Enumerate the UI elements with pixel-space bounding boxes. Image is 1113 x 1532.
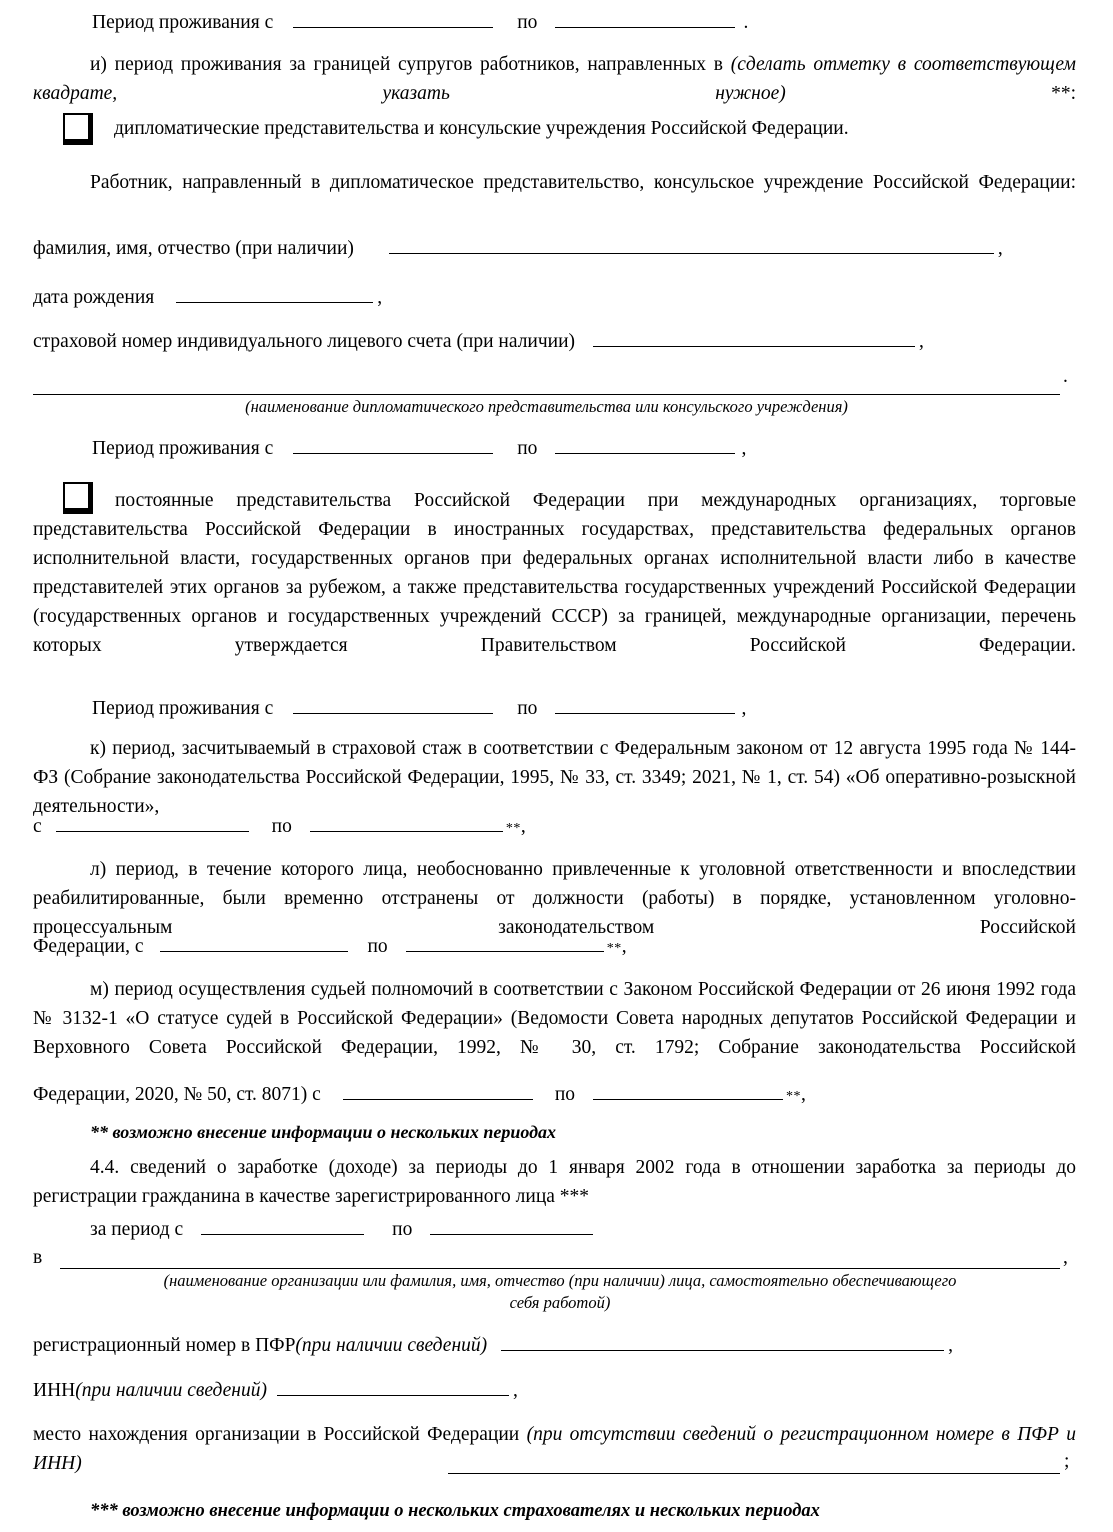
clause-4-4-period-from-label: за период с [90, 1218, 184, 1240]
residence-period-1-from-field[interactable] [293, 8, 493, 28]
employee-intro-paragraph: Работник, направленный в дипломатическое представительство, консульское учреждение Российской Федерации: [90, 172, 1076, 193]
clause-4-4-in-field[interactable] [60, 1268, 1060, 1269]
clause-4-4-period-row [90, 1215, 593, 1243]
residence-period-1-to-label: по [517, 11, 538, 33]
employee-fio-row [33, 234, 1003, 262]
clause-4-4-period-from-field[interactable] [201, 1215, 364, 1235]
inn-field[interactable] [277, 1376, 509, 1396]
clause-m-period-row: Федерации, 2020, № 50, ст. 8071) с по ** , [33, 1080, 806, 1108]
residence-period-2-from-field[interactable] [293, 434, 493, 454]
clause-l-continuation-label: Федерации, с [33, 935, 144, 957]
inn-label: ИНН [33, 1379, 76, 1401]
clause-m-terminator: , [801, 1083, 806, 1105]
pfr-field[interactable] [501, 1331, 944, 1351]
clause-k-from-label: с [33, 815, 42, 837]
residence-period-row-3 [92, 694, 746, 722]
inn-terminator: , [512, 1379, 518, 1401]
diplomatic-missions-checkbox[interactable] [63, 113, 93, 145]
clause-4-4-paragraph: 4.4. сведений о заработке (доходе) за периоды до 1 января 2002 года в отношении заработка за периоды до регистрации гражданина в качестве зарегистрированного лица *** [33, 1157, 1076, 1207]
clause-i-text-tail: **: [785, 83, 1076, 104]
employee-snils-terminator: , [919, 330, 924, 352]
clause-l-from-field[interactable] [160, 932, 348, 952]
employee-snils-field[interactable] [593, 327, 915, 347]
residence-period-1-to-field[interactable] [555, 8, 735, 28]
employee-snils-label: страховой номер индивидуального лицевого счета (при наличии) [33, 330, 576, 352]
clause-4-4-in-caption-line-1: (наименование организации или фамилия, имя, отчество (при наличии) лица, самостоятельно обеспечивающего [163, 1271, 957, 1290]
diplomatic-missions-checkbox-label: дипломатические представительства и консульские учреждения Российской Федерации. [114, 118, 849, 139]
clause-k-to-label: по [271, 815, 292, 837]
residence-period-3-from-label: Период проживания с [92, 697, 274, 719]
residence-period-3-to-field[interactable] [555, 694, 735, 714]
permanent-missions-checkbox-label: постоянные представительства Российской Федерации при международных организациях, торговые представительства Российской Федерации в иностранных государствах, представительства федеральных органов исполнительной власти, государственных органов при федеральных органах исполнительной власти либо в качестве представителей этих органов за рубежом, а также представительства государственных учреждений Российской Федерации (государственных органов и государственных учреждений СССР) за границей, международные организации, перечень которых утверждается Правительством Российской Федерации. [33, 490, 1076, 656]
clause-4-4-period-to-label: по [392, 1218, 413, 1240]
pfr-label-note: (при наличии сведений) [295, 1334, 488, 1356]
clause-i-text-normal: и) период проживания за границей супругов работников, направленных в [90, 54, 731, 75]
residence-period-2-from-label: Период проживания с [92, 437, 274, 459]
clause-4-4-period-to-field[interactable] [430, 1215, 593, 1235]
clause-k-terminator: , [520, 815, 526, 837]
clause-l-to-field[interactable] [406, 932, 604, 952]
residence-period-1-from-label: Период проживания с [92, 11, 274, 33]
inn-row [33, 1376, 518, 1404]
footnote-double-asterisk: ** возможно внесение информации о нескольких периодах [90, 1122, 557, 1142]
clause-m-to-field[interactable] [593, 1080, 783, 1100]
employee-birthdate-row [33, 283, 382, 311]
employee-birthdate-label: дата рождения [33, 286, 155, 308]
residence-period-3-terminator: , [741, 697, 747, 719]
clause-k-paragraph: к) период, засчитываемый в страховой стаж в соответствии с Федеральным законом от 12 августа 1995 года № 144-ФЗ (Собрание законодательства Российской Федерации, 1995, № 33, ст. 3349; 2021, № 1, ст. 54) «Об оперативно-розыскной деятельности», [33, 738, 1076, 817]
pfr-registration-row [33, 1331, 953, 1359]
employee-org-terminator: . [1063, 366, 1068, 387]
clause-l-paragraph: л) период, в течение которого лица, необоснованно привлеченные к уголовной ответственности и впоследствии реабилитированные, были временно отстранены от должности (работы) в порядке, установленном уголовно-процессуальным законодательством Российской [33, 859, 1076, 938]
residence-period-3-from-field[interactable] [293, 694, 493, 714]
pfr-terminator: , [948, 1334, 953, 1356]
employee-org-field[interactable] [33, 394, 1060, 395]
employee-birthdate-terminator: , [377, 286, 383, 308]
organization-location-paragraph [33, 1420, 1076, 1478]
clause-m-continuation-label: Федерации, 2020, № 50, ст. 8071) с [33, 1083, 321, 1105]
clause-4-4-in-label: в [33, 1247, 43, 1268]
residence-period-2-to-field[interactable] [555, 434, 735, 454]
employee-fio-terminator: , [997, 237, 1003, 259]
clause-m-to-label: по [554, 1083, 575, 1105]
pfr-label: регистрационный номер в ПФР [33, 1334, 296, 1356]
clause-l-terminator: , [621, 935, 627, 957]
inn-label-note: (при наличии сведений) [75, 1379, 267, 1401]
organization-location-terminator: ; [1064, 1451, 1070, 1472]
residence-period-2-to-label: по [517, 437, 538, 459]
organization-location-field[interactable] [448, 1473, 1060, 1474]
residence-period-row-2 [92, 434, 746, 462]
organization-location-label: место нахождения организации в Российской Федерации [33, 1424, 527, 1445]
clause-l-period-row: Федерации, с по ** , [33, 932, 627, 960]
clause-4-4-in-caption-line-2: себя работой) [509, 1293, 611, 1312]
clause-k-period-row: с по ** , [33, 812, 526, 840]
clause-k-to-field[interactable] [310, 812, 503, 832]
clause-4-4-in-terminator: , [1063, 1247, 1068, 1268]
employee-org-caption: (наименование дипломатического представительства или консульского учреждения) [245, 397, 848, 416]
organization-location-note: (при отсутствии сведений о регистрационном номере в ПФР и ИНН) [33, 1424, 1076, 1474]
clause-l-to-label: по [367, 935, 388, 957]
clause-m-from-field[interactable] [343, 1080, 533, 1100]
residence-period-row-1 [92, 8, 748, 36]
footnote-triple-asterisk: *** возможно внесение информации о нескольких страхователях и нескольких периодах [90, 1501, 820, 1521]
employee-snils-row [33, 327, 924, 355]
employee-birthdate-field[interactable] [176, 283, 373, 303]
clause-k-from-field[interactable] [56, 812, 249, 832]
employee-fio-label: фамилия, имя, отчество (при наличии) [33, 237, 354, 259]
residence-period-2-terminator: , [741, 437, 747, 459]
residence-period-3-to-label: по [517, 697, 538, 719]
clause-i-paragraph [33, 50, 1076, 108]
residence-period-1-terminator: . [743, 11, 749, 33]
clause-i-text-italic: (сделать отметку в соответствующем квадрате, указать нужное) [33, 54, 1076, 104]
clause-m-paragraph: м) период осуществления судьей полномочий в соответствии с Законом Российской Федерации от 26 июня 1992 года № 3132-1 «О статусе судей в Российской Федерации» (Ведомости Совета народных депутатов Российской Федерации и Верховного Совета Российской Федерации, 1992, № 30, ст. 1792; Собрание законодательства Российской [33, 979, 1076, 1058]
employee-fio-field[interactable] [389, 234, 994, 254]
